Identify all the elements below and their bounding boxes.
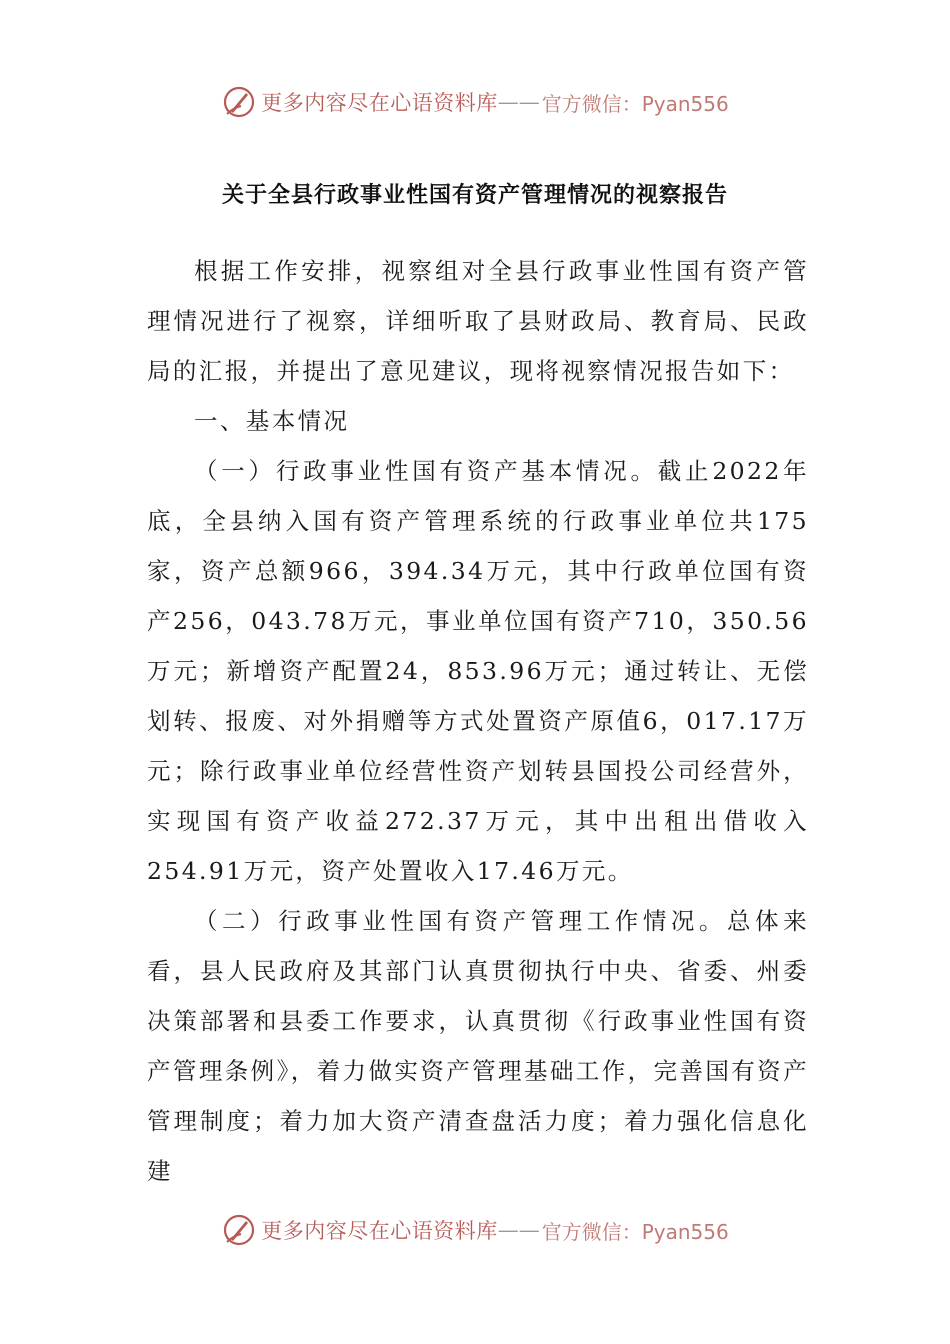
paragraph-intro: 根据工作安排，视察组对全县行政事业性国有资产管理情况进行了视察，详细听取了县财政局、教育局、民政局的汇报，并提出了意见建议，现将视察情况报告如下： — [147, 257, 809, 385]
watermark-account-text: 官方微信：Pyan556 — [541, 91, 729, 116]
paragraph-management-work: （二）行政事业性国有资产管理工作情况。总体来看，县人民政府及其部门认真贯彻执行中央、省委、州委决策部署和县委工作要求，认真贯彻《行政事业性国有资产管理条例》，着力做实资产管理基础工作，完善国有资产管理制度；着力加大资产清查盘活力度；着力强化信息化建 — [147, 907, 809, 1185]
section-heading-basic: 一、基本情况 — [194, 407, 350, 435]
watermark-separator: —— — [497, 1218, 540, 1242]
watermark-site-text: 更多内容尽在心语资料库 — [261, 1219, 498, 1243]
watermark-separator: —— — [497, 90, 540, 114]
quill-pen-logo-icon — [221, 1212, 257, 1248]
document-title: 关于全县行政事业性国有资产管理情况的视察报告 — [221, 183, 728, 208]
watermark-account-text: 官方微信：Pyan556 — [541, 1219, 729, 1244]
document-body — [147, 246, 809, 1196]
paragraph-asset-overview: （一）行政事业性国有资产基本情况。截止2022年底，全县纳入国有资产管理系统的行政事业单位共175家，资产总额966，394.34万元，其中行政单位国有资产256，043.78万元，事业单位国有资产710，350.56万元；新增资产配置24，853.96万元；通过转让、无偿划转、报废、对外捐赠等方式处置资产原值6，017.17万元；除行政事业单位经营性资产划转县国投公司经营外，实现国有资产收益272.37万元，其中出租出借收入254.91万元，资产处置收入17.46万元。 — [147, 457, 809, 885]
watermark-site-text: 更多内容尽在心语资料库 — [261, 91, 498, 115]
watermark-banner-bottom — [0, 1210, 950, 1250]
quill-pen-logo-icon — [221, 84, 257, 120]
watermark-banner-top — [0, 82, 950, 122]
